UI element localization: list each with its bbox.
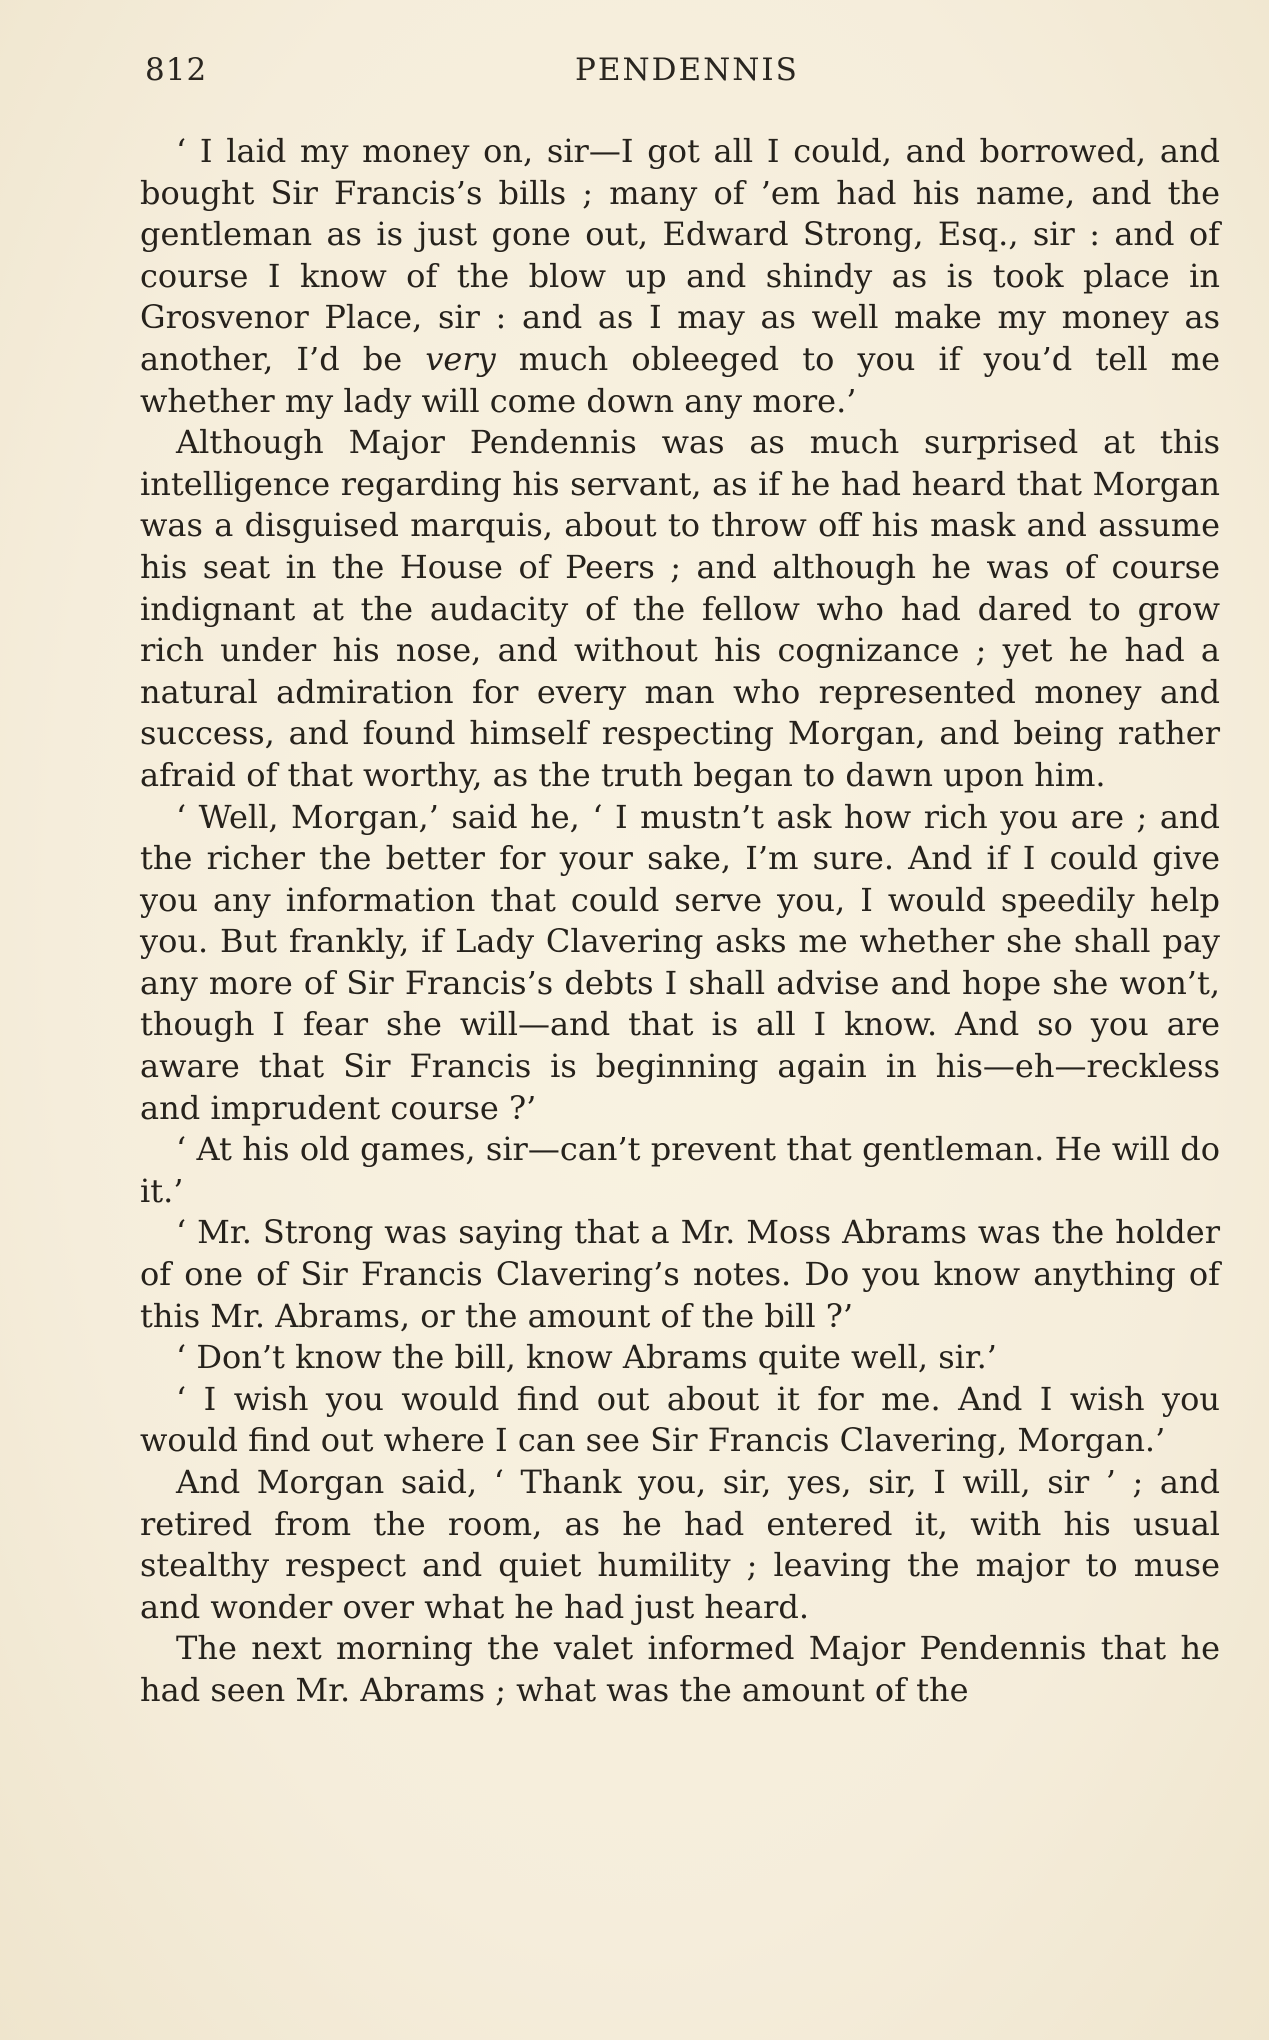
paragraph: The next morning the valet informed Major Pendennis that he had seen Mr. Abrams ; what was the amount of the bbox=[140, 1629, 1220, 1709]
paragraph: ‘ At his old games, sir—can’t prevent that gentleman. He will do it.’ bbox=[140, 1130, 1220, 1210]
page-header bbox=[145, 52, 1221, 102]
paragraph: And Morgan said, ‘ Thank you, sir, yes, sir, I will, sir ’ ; and retired from the room, as he had entered it, with his usual stealthy respect and quiet humility ; leaving the major to muse and wonder over what he had just heard. bbox=[140, 1463, 1220, 1626]
paragraph: ‘ I laid my money on, sir—I got all I could, and borrowed, and bought Sir Francis’s bills ; many of ’em had his name, and the gentleman as is just gone out, Edward Strong, Esq., sir : and of course I know of the blow up and shindy as is took place in Grosvenor Place, sir : and as I may as well make my money as another, I’d be very much obleeged to you if you’d tell me whether my lady will come down any more.’ bbox=[140, 132, 1221, 420]
emphasis: very bbox=[425, 339, 496, 378]
body-text bbox=[140, 131, 1220, 1712]
paragraph: ‘ Mr. Strong was saying that a Mr. Moss Abrams was the holder of one of Sir Francis Clavering’s notes. Do you know anything of this Mr. Abrams, or the amount of the bill ?’ bbox=[140, 1213, 1220, 1335]
paragraph: ‘ I wish you would find out about it for me. And I wish you would find out where I can see Sir Francis Clavering, Morgan.’ bbox=[140, 1379, 1220, 1460]
running-title: PENDENNIS bbox=[575, 52, 799, 88]
paragraph: Although Major Pendennis was as much surprised at this intelligence regarding his servant, as if he had heard that Morgan was a disguised marquis, about to throw off his mask and assume his seat in the House of Peers ; and although he was of course indignant at the audacity of the fellow who had dared to grow rich under his nose, and without his cognizance ; yet he had a natural admiration for every man who represented money and success, and found himself respecting Morgan, and being rather afraid of that worthy, as the truth began to dawn upon him. bbox=[140, 423, 1220, 794]
paragraph: ‘ Don’t know the bill, know Abrams quite well, sir.’ bbox=[176, 1338, 997, 1377]
page-number: 812 bbox=[145, 52, 208, 88]
paragraph: ‘ Well, Morgan,’ said he, ‘ I mustn’t ask how rich you are ; and the richer the better for your sake, I’m sure. And if I could give you any information that could serve you, I would speedily help you. But frankly, if Lady Clavering asks me whether she shall pay any more of Sir Francis’s debts I shall advise and hope she won’t, though I fear she will—and that is all I know. And so you are aware that Sir Francis is beginning again in his—eh—reckless and imprudent course ?’ bbox=[140, 797, 1220, 1127]
